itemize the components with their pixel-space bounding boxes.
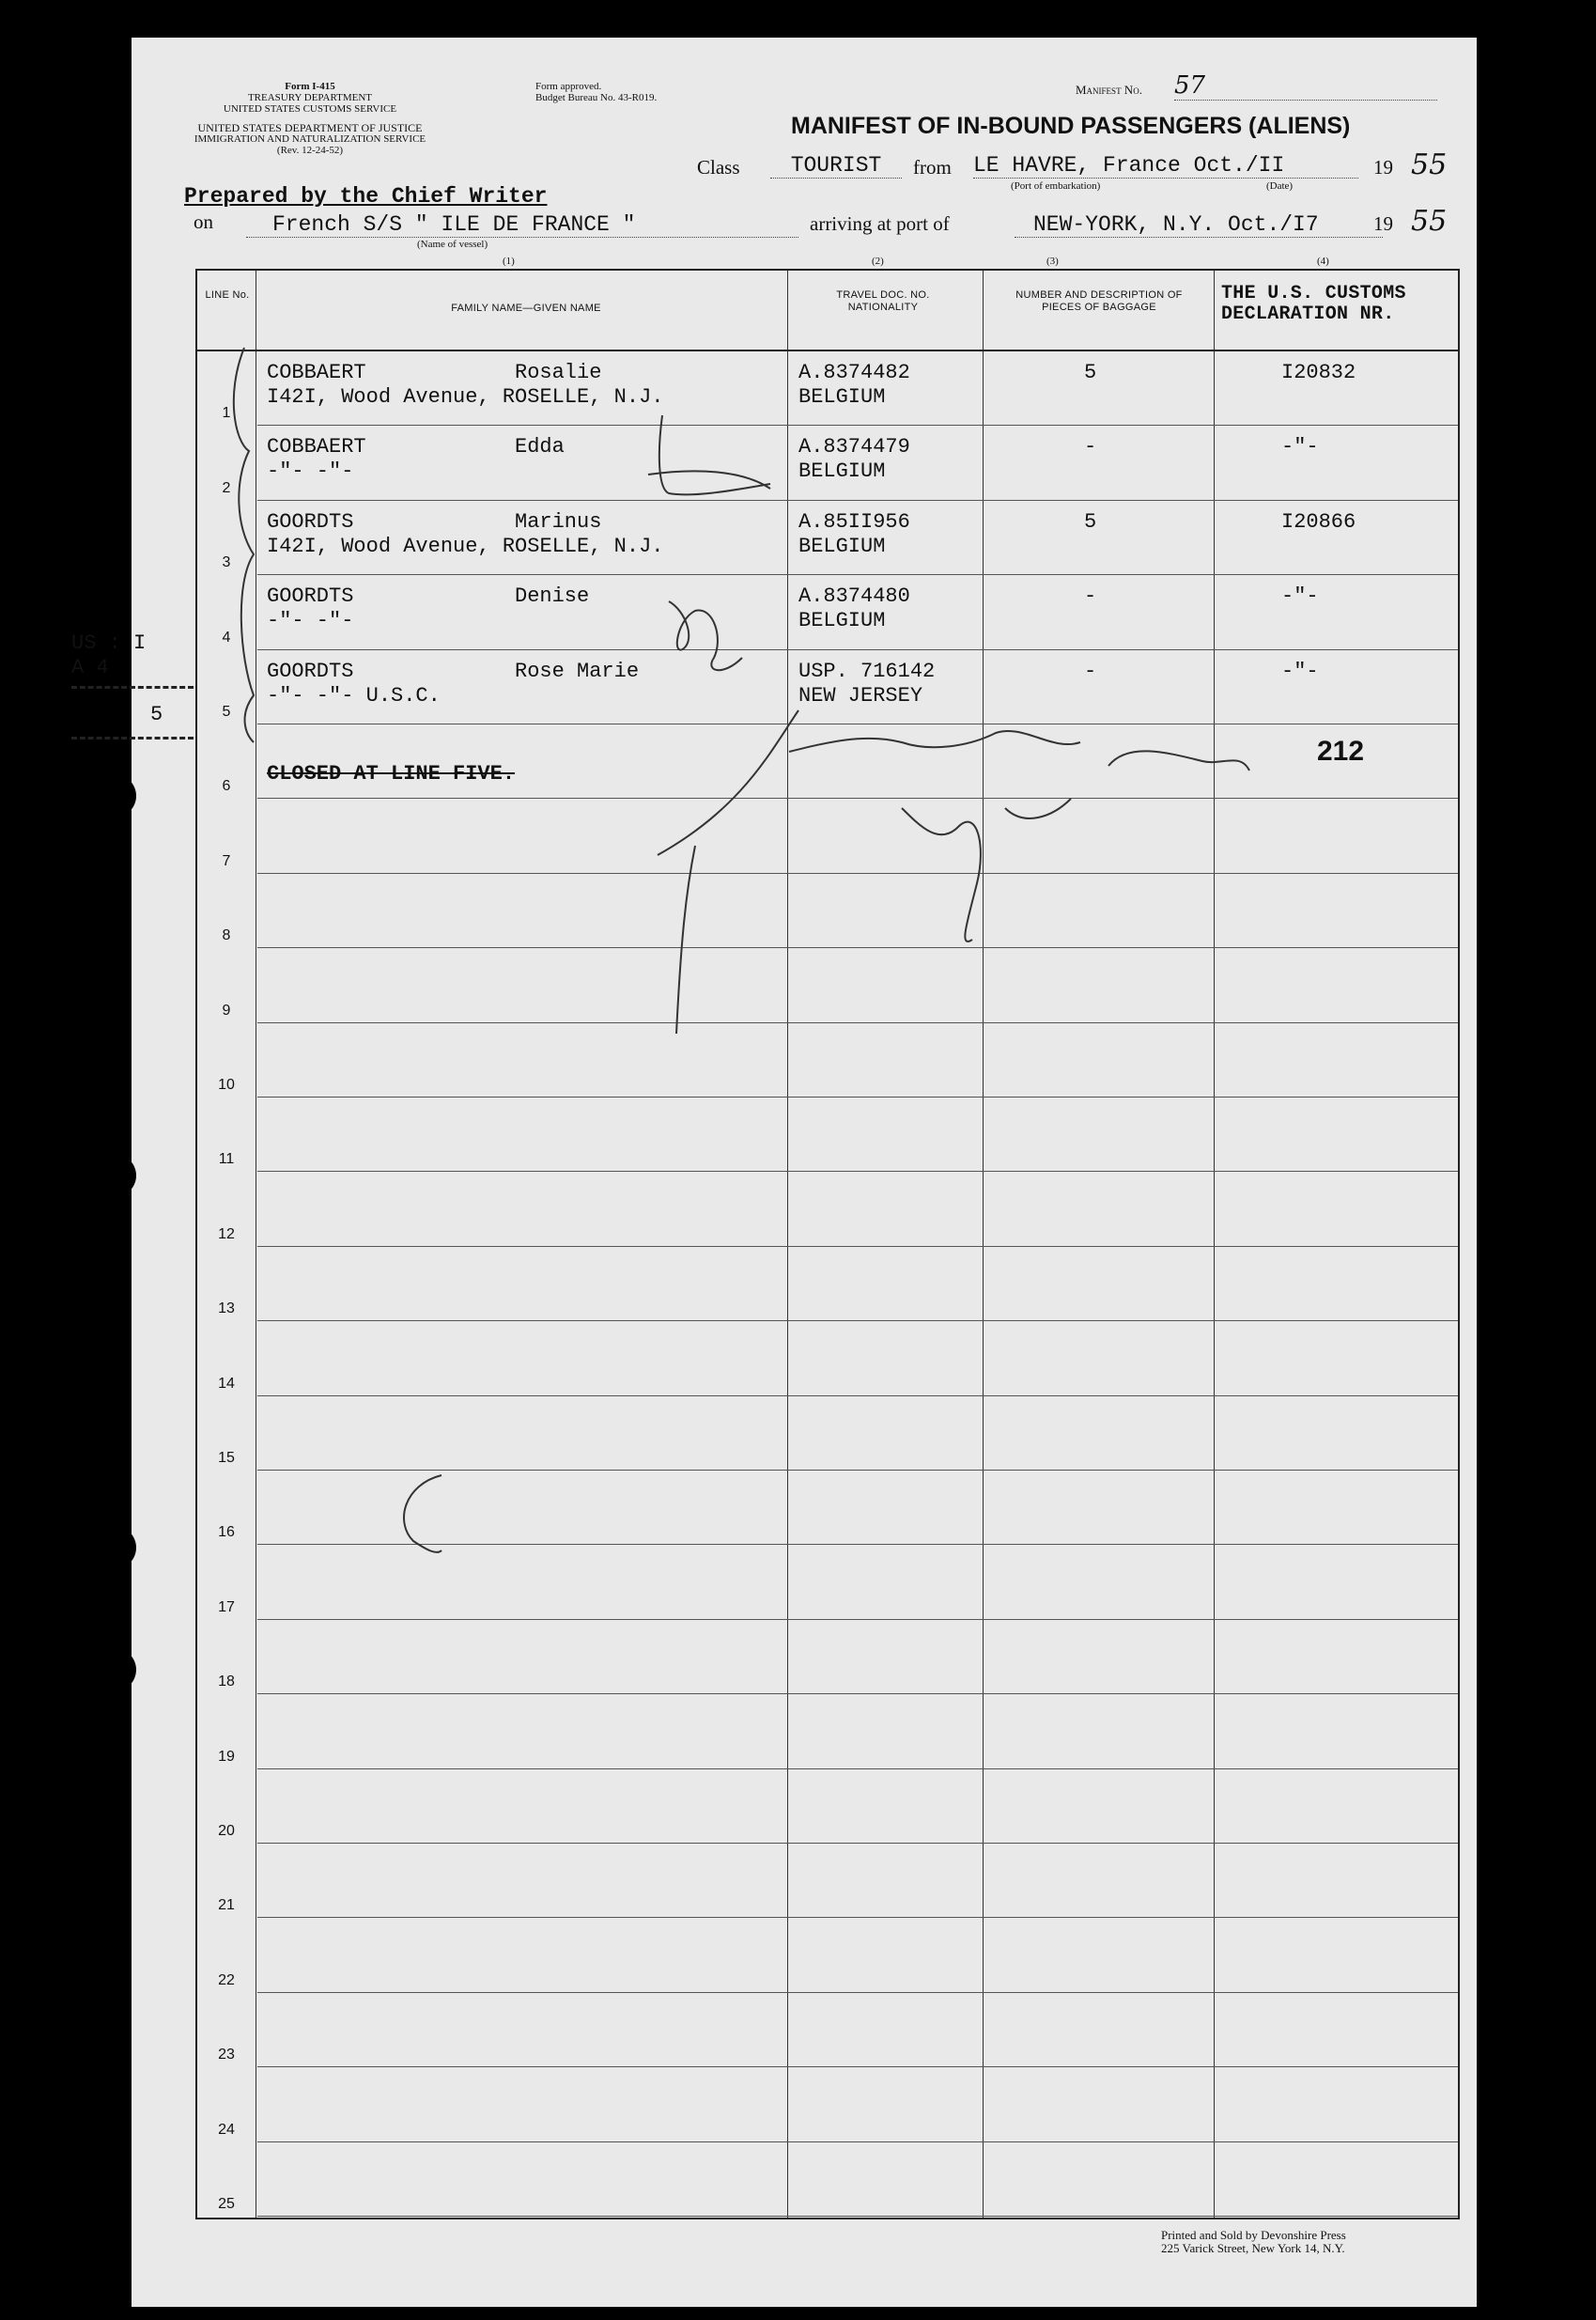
- table-row: [218, 1321, 1458, 1395]
- margin-note-five: 5: [150, 703, 163, 726]
- line-number: 1: [222, 405, 231, 422]
- customs-declaration: -"-: [1281, 659, 1319, 683]
- table-row: [218, 1471, 1458, 1545]
- col-header-customs: THE U.S. CUSTOMS DECLARATION NR.: [1221, 283, 1406, 325]
- table-row: [222, 650, 1458, 724]
- nationality: BELGIUM: [798, 459, 886, 484]
- approval-line: Form approved.: [535, 81, 602, 92]
- given-name: Marinus: [515, 509, 602, 534]
- punch-hole: [93, 1526, 136, 1569]
- travel-doc-no: A.8374482: [798, 361, 910, 384]
- arriving-label: arriving at port of: [810, 212, 950, 235]
- table-row: [218, 1844, 1458, 1918]
- customs-declaration: 212: [1317, 736, 1365, 767]
- printer-line-2: 225 Varick Street, New York 14, N.Y.: [1161, 2241, 1345, 2255]
- year-prefix-2: 19: [1373, 212, 1393, 235]
- address: -"- -"- U.S.C.: [267, 683, 441, 708]
- table-row: [218, 1396, 1458, 1471]
- form-number: Form I-415: [285, 81, 335, 92]
- address: I42I, Wood Avenue, ROSELLE, N.J.: [267, 534, 664, 558]
- margin-strike: [71, 686, 194, 693]
- class-value: TOURIST: [770, 153, 902, 179]
- line-number: 17: [218, 1598, 235, 1615]
- line-number: 12: [218, 1225, 235, 1242]
- customs-declaration: I20832: [1281, 361, 1356, 384]
- line-number: 21: [218, 1897, 235, 1914]
- port-of-embarkation: LE HAVRE, France Oct./II: [973, 153, 1358, 179]
- form-id-block: [169, 81, 451, 156]
- year-value-2: 55: [1411, 205, 1448, 238]
- treasury-dept: TREASURY DEPARTMENT: [247, 92, 373, 103]
- table-row: [222, 426, 1458, 500]
- vessel-caption: (Name of vessel): [417, 239, 488, 250]
- punch-hole: [93, 774, 136, 817]
- table-row: [218, 2067, 1458, 2141]
- year-prefix: 19: [1373, 156, 1393, 179]
- address: -"- -"-: [267, 459, 354, 484]
- line-number: 13: [218, 1300, 235, 1317]
- line-number: 6: [222, 778, 231, 795]
- travel-doc-no: USP. 716142: [798, 659, 936, 683]
- table-row: [218, 1769, 1458, 1844]
- table-row: [222, 948, 1458, 1022]
- line-number: 8: [222, 927, 231, 944]
- ins-label: IMMIGRATION AND NATURALIZATION SERVICE: [194, 133, 426, 145]
- travel-doc-no: A.8374480: [798, 584, 910, 609]
- nationality: BELGIUM: [798, 534, 886, 558]
- arrival-port: NEW-YORK, N.Y. Oct./I7: [1015, 212, 1383, 238]
- family-name: GOORDTS: [267, 584, 354, 609]
- line-number: 7: [222, 852, 231, 869]
- given-name: Rose Marie: [515, 659, 640, 683]
- year-value: 55: [1411, 148, 1448, 181]
- customs-declaration: I20866: [1281, 509, 1356, 534]
- line-number: 4: [222, 629, 231, 646]
- table-row: [218, 1172, 1458, 1246]
- line-number: 23: [218, 2047, 235, 2063]
- table-row: [218, 1694, 1458, 1768]
- col-header-name: FAMILY NAME—GIVEN NAME: [451, 303, 601, 314]
- punch-hole: [88, 288, 132, 331]
- column-number-2: (2): [872, 256, 884, 267]
- line-number: 20: [218, 1822, 235, 1839]
- table-row: [222, 575, 1458, 649]
- family-name: CLOSED AT LINE FIVE.: [267, 762, 516, 786]
- baggage-count: 5: [1084, 361, 1097, 384]
- column-number-1: (1): [503, 256, 515, 267]
- prepared-by: Prepared by the Chief Writer: [184, 184, 548, 209]
- line-number: 25: [218, 2195, 235, 2212]
- table-row: [218, 1918, 1458, 1992]
- baggage-count: -: [1084, 659, 1097, 683]
- row-divider: [257, 2216, 1458, 2217]
- baggage-count: -: [1084, 435, 1097, 459]
- table-row: [218, 1620, 1458, 1694]
- family-name: GOORDTS: [267, 509, 354, 534]
- line-number: 2: [222, 479, 231, 496]
- table-row: [218, 1993, 1458, 2067]
- given-name: Denise: [515, 584, 590, 609]
- on-label: on: [194, 210, 213, 233]
- nationality: BELGIUM: [798, 609, 886, 633]
- line-number: 15: [218, 1449, 235, 1466]
- line-number: 18: [218, 1674, 235, 1690]
- table-row: [222, 799, 1458, 873]
- vessel-name: French S/S " ILE DE FRANCE ": [246, 212, 798, 238]
- col-header-line-no: LINE No.: [205, 289, 250, 301]
- revision: (Rev. 12-24-52): [276, 145, 344, 156]
- punch-hole: [88, 2065, 132, 2109]
- margin-note-us: US : I: [71, 631, 147, 655]
- date-caption: (Date): [1266, 180, 1294, 192]
- budget-bureau: Budget Bureau No. 43-R019.: [535, 92, 658, 103]
- address: -"- -"-: [267, 609, 354, 633]
- baggage-count: -: [1084, 584, 1097, 609]
- doj-label: UNITED STATES DEPARTMENT OF JUSTICE: [197, 121, 423, 134]
- given-name: Rosalie: [515, 361, 602, 384]
- baggage-count: 5: [1084, 509, 1097, 534]
- table-row: [218, 1023, 1458, 1098]
- col-header-baggage: NUMBER AND DESCRIPTION OF PIECES OF BAGGAGE: [1015, 289, 1183, 313]
- table-row: [222, 351, 1458, 426]
- table-row: [218, 2142, 1458, 2217]
- punch-hole: [93, 1154, 136, 1197]
- line-number: 16: [218, 1524, 235, 1541]
- line-number: 22: [218, 1971, 235, 1988]
- line-number: 11: [218, 1151, 235, 1168]
- travel-doc-no: A.8374479: [798, 435, 910, 459]
- family-name: COBBAERT: [267, 435, 366, 459]
- table-row: [218, 1247, 1458, 1321]
- manifest-no-label: Manifest No.: [1076, 83, 1142, 97]
- line-number: 5: [222, 703, 231, 720]
- page-title: MANIFEST OF IN-BOUND PASSENGERS (ALIENS): [791, 113, 1351, 139]
- margin-strike: [71, 737, 194, 743]
- travel-doc-no: A.85II956: [798, 509, 910, 534]
- line-number: 3: [222, 554, 231, 571]
- from-label: from: [913, 156, 952, 179]
- printer-imprint: [1161, 2229, 1346, 2255]
- col-header-travel-doc: TRAVEL DOC. NO. NATIONALITY: [836, 289, 930, 313]
- family-name: GOORDTS: [267, 659, 354, 683]
- column-number-3: (3): [1046, 256, 1059, 267]
- printer-line-1: Printed and Sold by Devonshire Press: [1161, 2228, 1346, 2242]
- table-row: [218, 1098, 1458, 1172]
- approval-block: [535, 81, 657, 103]
- line-number: 9: [222, 1002, 231, 1019]
- line-number: 24: [218, 2121, 235, 2138]
- line-number: 14: [218, 1375, 235, 1392]
- customs-declaration: -"-: [1281, 435, 1319, 459]
- family-name: COBBAERT: [267, 361, 366, 384]
- customs-declaration: -"-: [1281, 584, 1319, 609]
- class-label: Class: [697, 156, 740, 179]
- column-number-4: (4): [1317, 256, 1329, 267]
- given-name: Edda: [515, 435, 565, 459]
- manifest-no-value: 57: [1174, 71, 1437, 101]
- nationality: NEW JERSEY: [798, 683, 923, 708]
- passenger-table: [195, 269, 1460, 2219]
- table-row: [222, 501, 1458, 575]
- port-caption: (Port of embarkation): [1011, 180, 1101, 192]
- table-row: [222, 874, 1458, 948]
- customs-service: UNITED STATES CUSTOMS SERVICE: [223, 103, 397, 115]
- table-row: [222, 724, 1458, 799]
- punch-hole: [93, 1648, 136, 1691]
- line-number: 19: [218, 1748, 235, 1765]
- margin-note-a: A 4: [71, 656, 109, 679]
- address: I42I, Wood Avenue, ROSELLE, N.J.: [267, 385, 664, 409]
- nationality: BELGIUM: [798, 385, 886, 409]
- line-number: 10: [218, 1076, 235, 1093]
- table-row: [218, 1545, 1458, 1619]
